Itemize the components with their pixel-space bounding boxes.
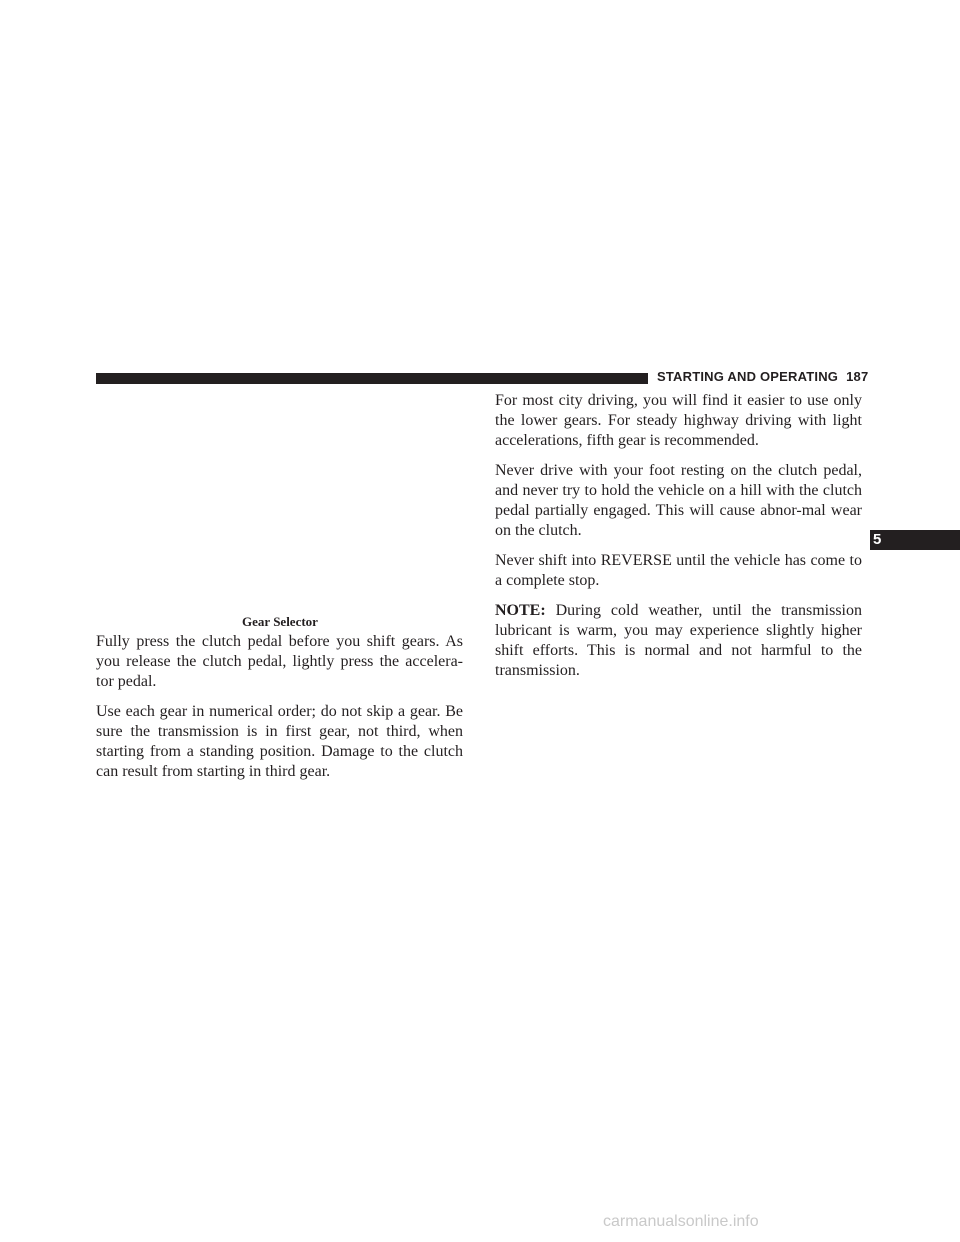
left-column <box>96 632 463 792</box>
note-label: NOTE: <box>495 602 546 619</box>
running-header <box>657 369 868 384</box>
gear-selector-figure <box>96 392 464 610</box>
chapter-number: 5 <box>873 531 882 548</box>
note-text: During cold weather, until the transmission lubricant is warm, you may experience slightly higher shift efforts. This is normal and not harmful to the transmission. <box>495 602 863 679</box>
page-number: 187 <box>846 369 869 384</box>
section-title: STARTING AND OPERATING <box>657 369 839 384</box>
chapter-tab <box>870 530 960 550</box>
paragraph: Never drive with your foot resting on the clutch pedal, and never try to hold the vehicle on a hill with the clutch pedal partially engaged. This will cause abnor-mal wear on the clutch. <box>495 462 862 539</box>
figure-caption: Gear Selector <box>242 614 318 629</box>
note-paragraph <box>495 601 862 681</box>
paragraph: Never shift into REVERSE until the vehicle has come to a complete stop. <box>495 552 862 589</box>
header-rule <box>96 373 648 384</box>
paragraph: Use each gear in numerical order; do not skip a gear. Be sure the transmission is in first gear, not third, when starting from a standing position. Damage to the clutch can result from starting in third gear. <box>96 703 463 780</box>
paragraph: Fully press the clutch pedal before you shift gears. As you release the clutch pedal, lightly press the accelera-tor pedal. <box>96 633 463 690</box>
right-column <box>495 391 862 691</box>
paragraph: For most city driving, you will find it easier to use only the lower gears. For steady highway driving with light accelerations, fifth gear is recommended. <box>495 392 862 449</box>
watermark: carmanualsonline.info <box>603 1213 759 1230</box>
